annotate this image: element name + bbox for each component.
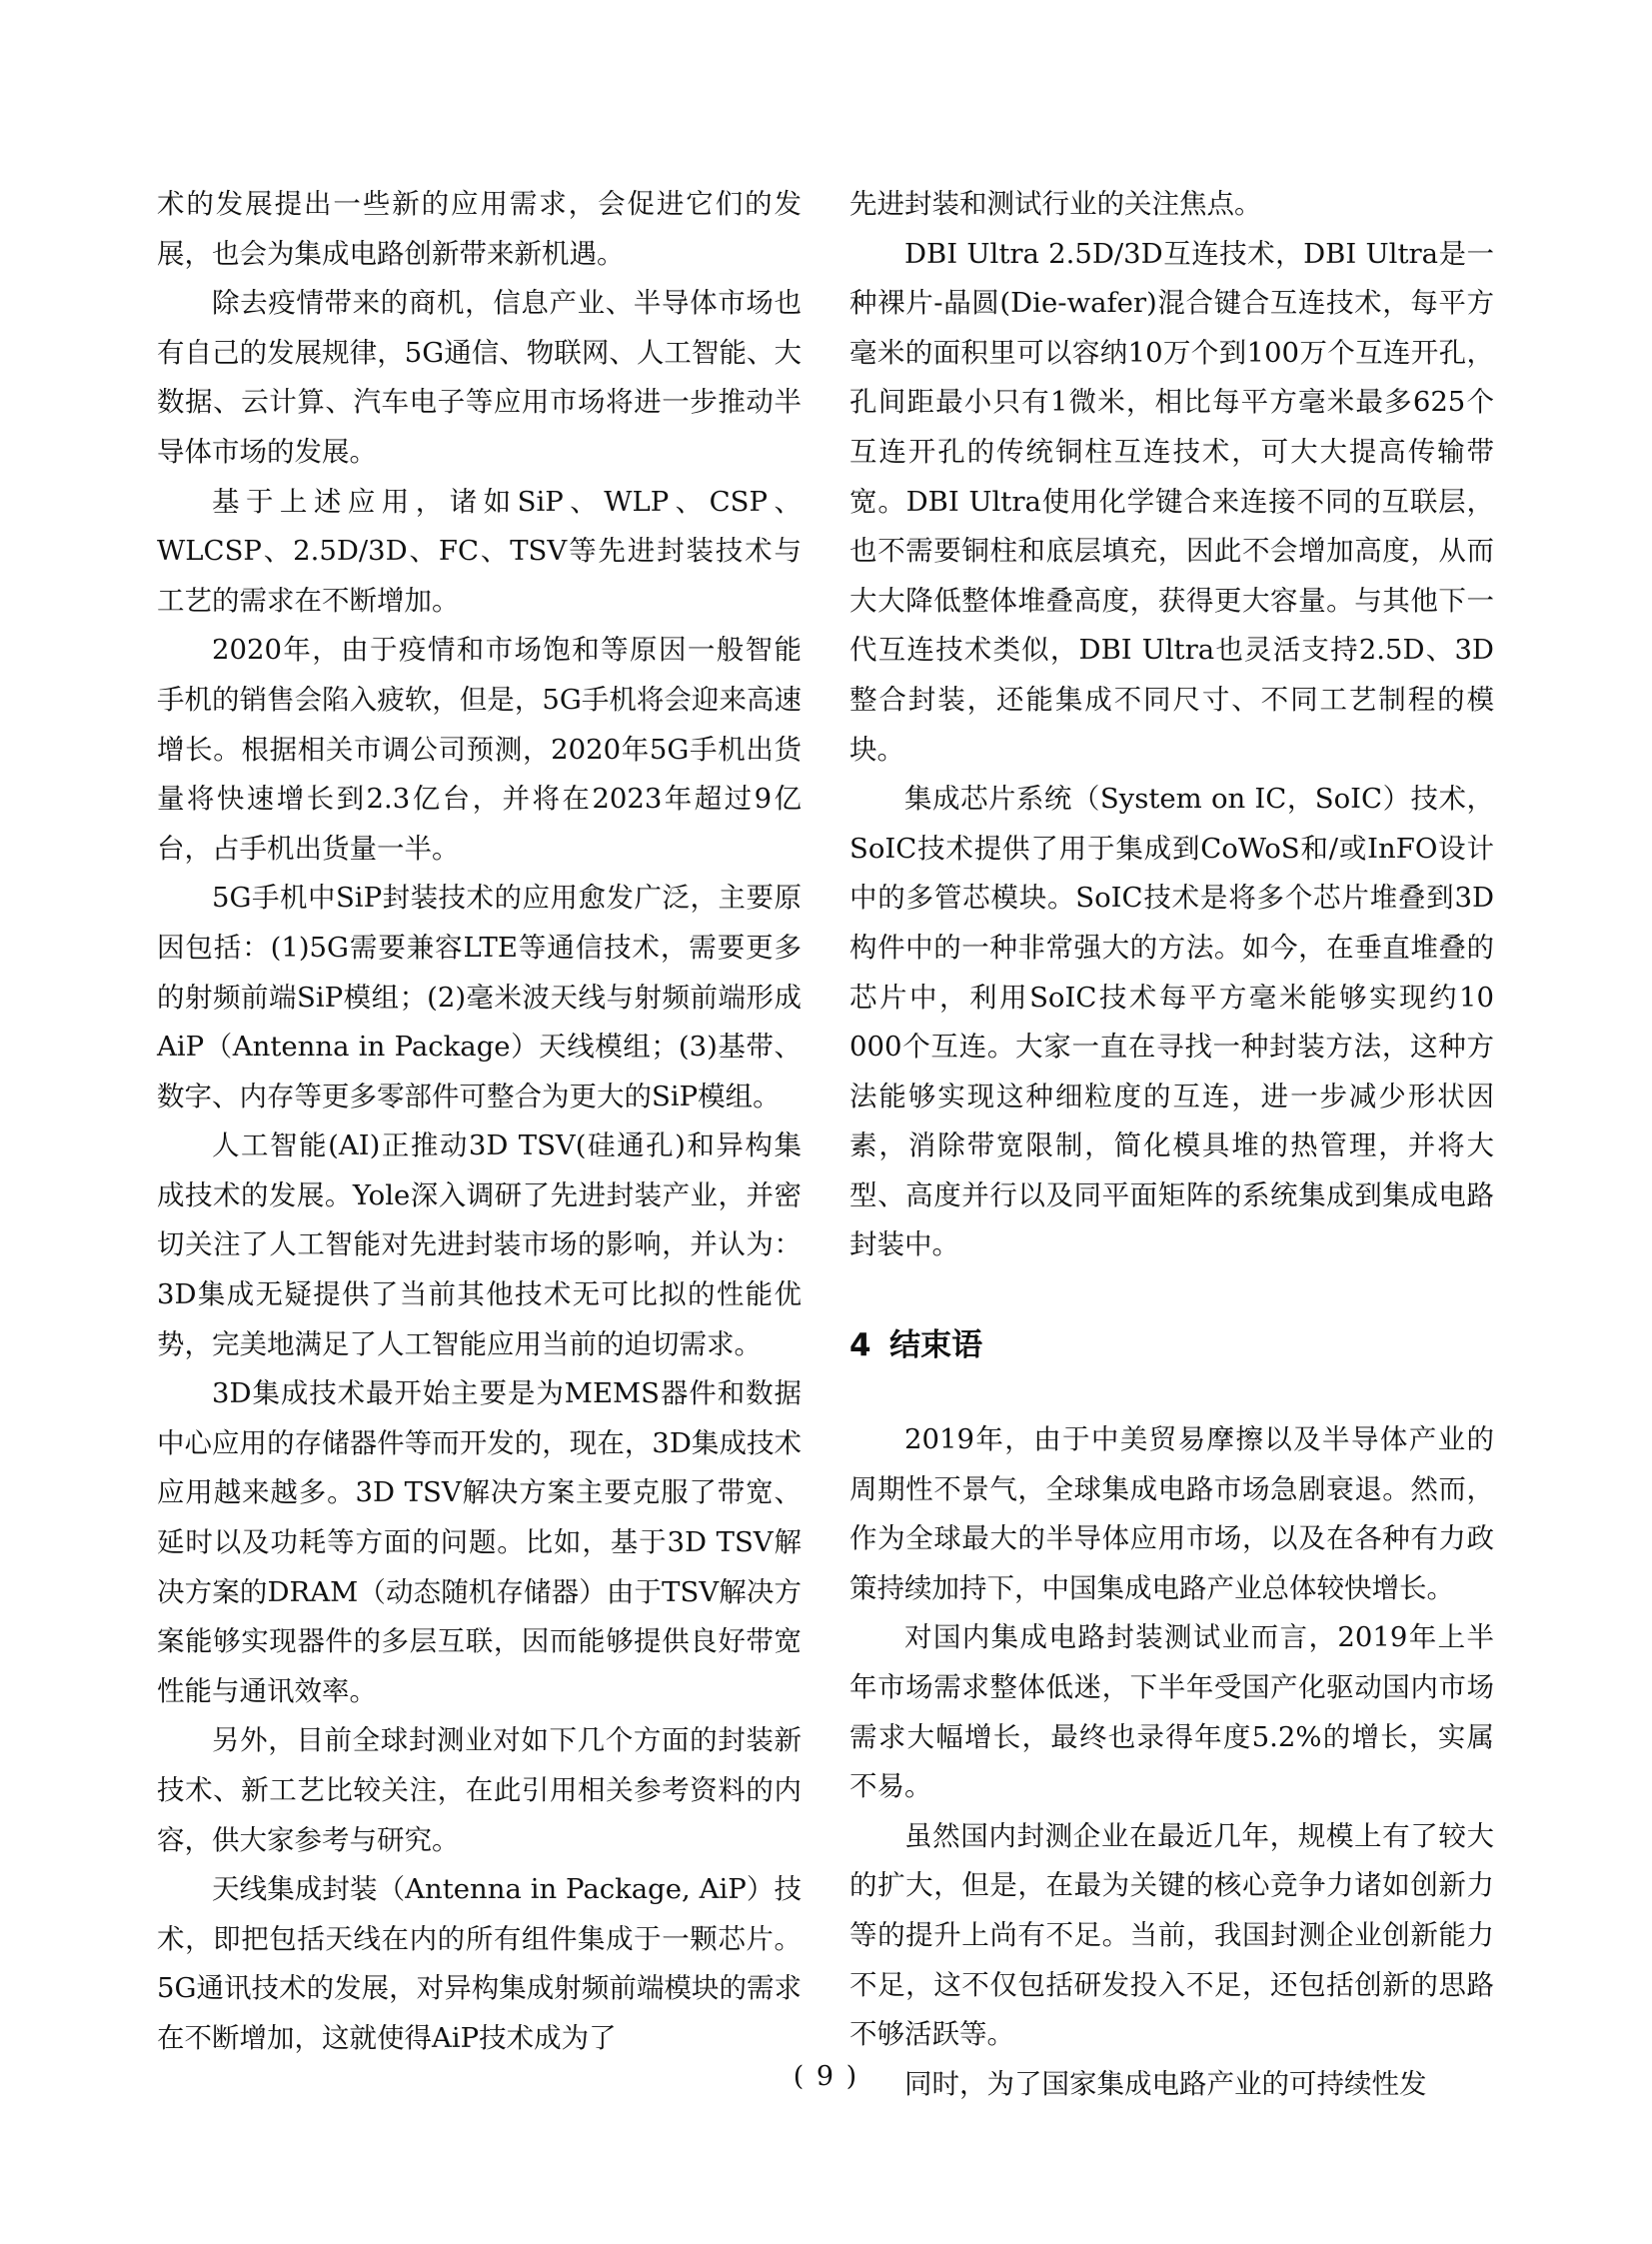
section-title: 结束语 bbox=[889, 1327, 983, 1364]
paragraph: 术的发展提出一些新的应用需求，会促进它们的发展，也会为集成电路创新带来新机遇。 bbox=[157, 188, 802, 270]
left-column bbox=[157, 180, 802, 2064]
paragraph: 对国内集成电路封装测试业而言，2019年上半年市场需求整体低迷，下半年受国产化驱动国内市场需求大幅增长，最终也录得年度5.2%的增长，实属不易。 bbox=[849, 1621, 1494, 1803]
paragraph: 同时，为了国家集成电路产业的可持续性发 bbox=[904, 2067, 1427, 2100]
paragraph: 5G手机中SiP封装技术的应用愈发广泛，主要原因包括：(1)5G需要兼容LTE等通信技术，需要更多的射频前端SiP模组；(2)毫米波天线与射频前端形成AiP（Antenna in Package）天线模组；(3)基带、数字、内存等更多零部件可整合为更大的SiP模组。 bbox=[157, 882, 802, 1113]
paragraph: 2020年，由于疫情和市场饱和等原因一般智能手机的销售会陷入疲软，但是，5G手机将会迎来高速增长。根据相关市调公司预测，2020年5G手机出货量将快速增长到2.3亿台，并将在2023年超过9亿台，占手机出货量一半。 bbox=[157, 634, 802, 865]
section-number: 4 bbox=[849, 1327, 871, 1364]
paragraph: 先进封装和测试行业的关注焦点。 bbox=[849, 188, 1262, 220]
paragraph: 集成芯片系统（System on IC，SoIC）技术，SoIC技术提供了用于集成到CoWoS和/或InFO设计中的多管芯模块。SoIC技术是将多个芯片堆叠到3D构件中的一种非常强大的方法。如今，在垂直堆叠的芯片中，利用SoIC技术每平方毫米能够实现约10 000个互连。大家一直在寻找一种封装方法，这种方法能够实现这种细粒度的互连，进一步减少形状因素，消除带宽限制，简化模具堆的热管理，并将大型、高度并行以及同平面矩阵的系统集成到集成电路封装中。 bbox=[849, 783, 1494, 1261]
paragraph: 天线集成封装（Antenna in Package, AiP）技术，即把包括天线在内的所有组件集成于一颗芯片。5G通讯技术的发展，对异构集成射频前端模块的需求在不断增加，这就使得AiP技术成为了 bbox=[157, 1873, 802, 2054]
paragraph: 另外，目前全球封测业对如下几个方面的封装新技术、新工艺比较关注，在此引用相关参考资料的内容，供大家参考与研究。 bbox=[157, 1724, 802, 1856]
section-heading bbox=[849, 1325, 1494, 1365]
right-column bbox=[849, 180, 1494, 2109]
paragraph: 2019年，由于中美贸易摩擦以及半导体产业的周期性不景气，全球集成电路市场急剧衰退。然而，作为全球最大的半导体应用市场，以及在各种有力政策持续加持下，中国集成电路产业总体较快增长。 bbox=[849, 1423, 1494, 1604]
paragraph: 除去疫情带来的商机，信息产业、半导体市场也有自己的发展规律，5G通信、物联网、人工智能、大数据、云计算、汽车电子等应用市场将进一步推动半导体市场的发展。 bbox=[157, 287, 802, 468]
page-number: ( 9 ) bbox=[793, 2061, 859, 2092]
paragraph: 虽然国内封测企业在最近几年，规模上有了较大的扩大，但是，在最为关键的核心竞争力诸如创新力等的提升上尚有不足。当前，我国封测企业创新能力不足，这不仅包括研发投入不足，还包括创新的思路不够活跃等。 bbox=[849, 1819, 1494, 2051]
paragraph: 基于上述应用，诸如SiP、WLP、CSP、WLCSP、2.5D/3D、FC、TSV等先进封装技术与工艺的需求在不断增加。 bbox=[157, 485, 802, 617]
paragraph: 3D集成技术最开始主要是为MEMS器件和数据中心应用的存储器件等而开发的，现在，3D集成技术应用越来越多。3D TSV解决方案主要克服了带宽、延时以及功耗等方面的问题。比如，基于3D TSV解决方案的DRAM（动态随机存储器）由于TSV解决方案能够实现器件的多层互联，因而能够提供良好带宽性能与通讯效率。 bbox=[157, 1377, 802, 1707]
paragraph: DBI Ultra 2.5D/3D互连技术，DBI Ultra是一种裸片-晶圆(Die-wafer)混合键合互连技术，每平方毫米的面积里可以容纳10万个到100万个互连开孔，孔间距最小只有1微米，相比每平方毫米最多625个互连开孔的传统铜柱互连技术，可大大提高传输带宽。DBI Ultra使用化学键合来连接不同的互联层，也不需要铜柱和底层填充，因此不会增加高度，从而大大降低整体堆叠高度，获得更大容量。与其他下一代互连技术类似，DBI Ultra也灵活支持2.5D、3D整合封装，还能集成不同尺寸、不同工艺制程的模块。 bbox=[849, 237, 1494, 766]
paragraph: 人工智能(AI)正推动3D TSV(硅通孔)和异构集成技术的发展。Yole深入调研了先进封装产业，并密切关注了人工智能对先进封装市场的影响，并认为：3D集成无疑提供了当前其他技术无可比拟的性能优势，完美地满足了人工智能应用当前的迫切需求。 bbox=[157, 1129, 802, 1360]
